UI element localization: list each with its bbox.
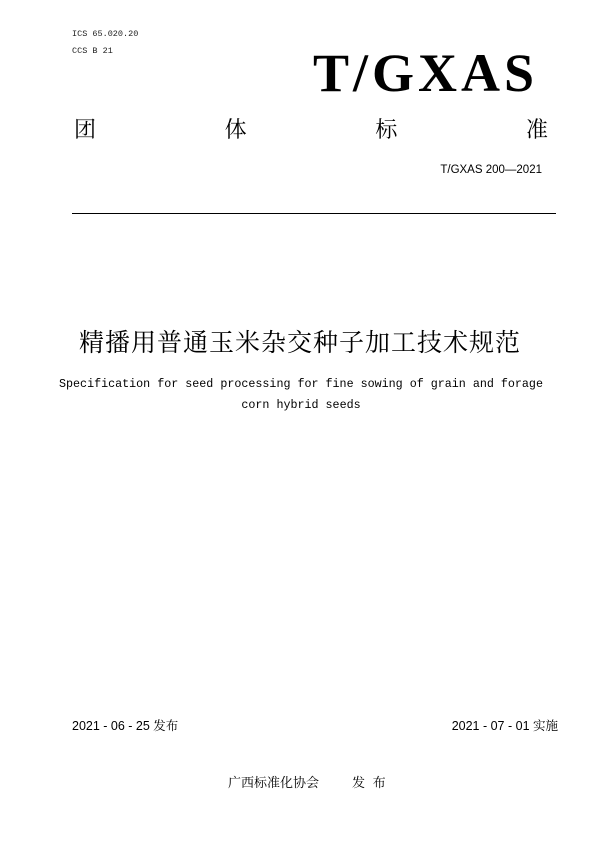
title-english-line-1: Specification for seed processing for fine sowing of grain and forage — [59, 377, 543, 391]
title-chinese: 精播用普通玉米杂交种子加工技术规范 — [78, 329, 521, 357]
header-divider — [72, 213, 556, 214]
ccs-code: CCS B 21 — [72, 46, 113, 56]
standard-category — [74, 119, 548, 141]
category-char: 体 — [224, 117, 247, 142]
publisher-name: 广西标准化协会 — [228, 775, 320, 790]
ics-code: ICS 65.020.20 — [72, 29, 139, 39]
implement-date: 2021 - 07 - 01 实施 — [451, 719, 558, 733]
title-english-line-2: corn hybrid seeds — [241, 398, 361, 412]
publish-date: 2021 - 06 - 25 发布 — [72, 719, 179, 733]
category-char: 准 — [525, 117, 548, 142]
category-char: 标 — [375, 117, 398, 142]
standard-number: T/GXAS 200—2021 — [440, 164, 542, 176]
category-char: 团 — [74, 117, 97, 142]
standard-logo: T/GXAS — [313, 43, 539, 103]
publisher-action: 发 布 — [352, 775, 388, 790]
